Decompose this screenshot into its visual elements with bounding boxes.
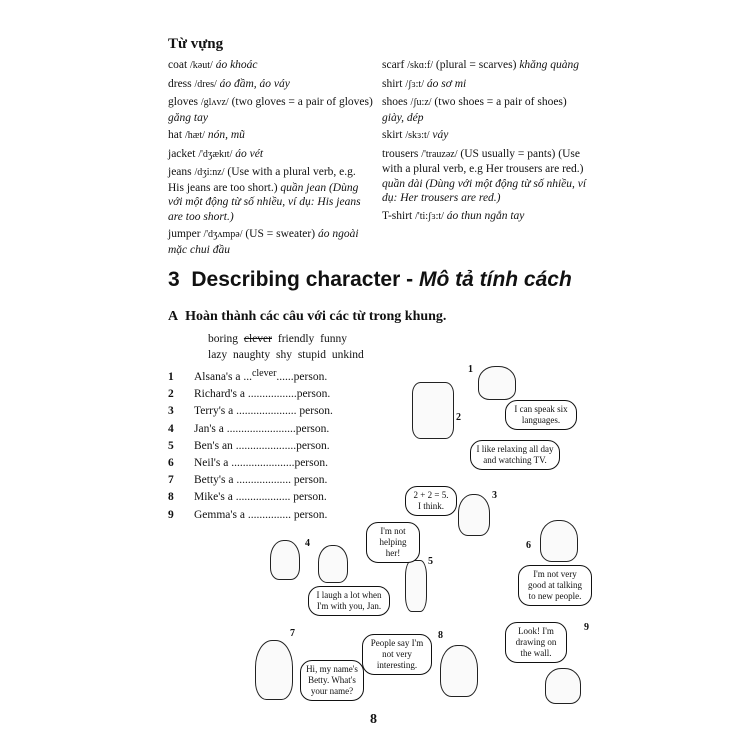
speech-bubble-2: I like relaxing all day and watching TV. [470,440,560,470]
word-box-word: stupid [297,349,326,361]
vocab-note: (two gloves = a pair of gloves) [231,96,373,108]
vocab-ipa: /'ti:ʃɜ:t/ [415,210,444,222]
vocab-entry [382,209,590,225]
section-heading [168,268,572,292]
vocab-right-column [382,58,590,227]
vocab-entry [168,147,373,163]
vocab-note: (US usually = pants) (Use with a plural verb, e.g Her trousers are red.) [382,147,584,175]
vocab-title: Từ vựng [168,36,224,52]
exercise-instruction: Hoàn thành các câu với các từ trong khung. [185,309,447,324]
vocab-entry [382,95,590,125]
vocab-word: gloves [168,96,199,108]
vocab-word: shirt [382,77,403,90]
figure-number: 3 [492,490,497,501]
item-number: 4 [168,422,174,435]
figure-number: 5 [428,556,433,567]
vocab-ipa: /hæt/ [184,130,205,141]
item-number: 9 [168,508,174,521]
item-blank: ................... person. [235,491,327,504]
speech-bubble-6: I'm not very good at talking to new people. [518,565,592,606]
vocab-ipa: /skɑ:f/ [407,60,434,71]
vocab-word: hat [168,129,183,141]
vocab-translation: áo khoác [215,59,258,71]
speech-bubble-1: I can speak six languages. [505,400,577,430]
vocab-word: jeans [168,166,192,178]
figure-betty [255,640,293,700]
vocab-note: (Use with a plural verb, e.g. His jeans are too short.) [168,166,356,194]
exercise-item [168,368,328,383]
item-number: 8 [168,491,174,504]
item-answer: clever [251,368,277,379]
item-text: Gemma's a [194,508,248,521]
vocab-entry [168,58,373,74]
vocab-translation: váy [432,129,449,141]
vocab-word: jumper [168,228,201,240]
item-blank: ..................... person. [236,405,333,418]
exercise-item [168,457,328,469]
vocab-ipa: /ʃu:z/ [410,97,432,108]
figure-neil [540,520,578,562]
exercise-item [168,509,327,521]
vocab-ipa: /kəut/ [190,60,213,71]
figure-terry [458,494,490,536]
figure-number: 8 [438,630,443,641]
item-text: Betty's a [194,474,237,487]
vocab-translation: quần dài (Dùng với một động từ số nhiều, ví dụ: Her trousers are red.) [382,177,587,204]
vocab-entry [382,58,590,74]
section-title: Describing character - [191,268,419,291]
vocab-entry [168,165,373,224]
item-number: 5 [168,439,174,452]
item-text: Mike's a [194,491,236,504]
vocab-translation: áo ngoài mặc chui đầu [168,228,359,256]
vocab-ipa: /'trauzəz/ [421,148,458,160]
figure-richard [412,382,454,439]
item-blank: ............... person. [247,508,328,521]
vocab-note: (two shoes = a pair of shoes) [434,96,567,108]
figure-jan [270,540,300,580]
vocab-ipa: /skɜ:t/ [405,130,430,141]
vocab-entry [382,77,590,93]
page-number: 8 [370,712,377,727]
item-blank: ........................person. [226,422,330,435]
vocab-entry [382,128,590,144]
vocab-word: skirt [382,129,403,141]
figure-ben [405,560,427,612]
vocab-entry [168,128,373,144]
vocab-translation: quần jean (Dùng với một động từ số nhiều, ví dụ: His jeans are too short.) [168,181,361,223]
exercise-item [168,423,329,435]
speech-bubble-4: I laugh a lot when I'm with you, Jan. [308,586,390,616]
vocab-word: trousers [382,147,419,160]
vocab-entry [382,147,590,206]
item-blank: .....................person. [235,439,330,452]
vocab-ipa: /'dʒʌmpə/ [203,229,243,240]
word-box-word: unkind [331,349,364,361]
vocab-ipa: /glʌvz/ [200,97,229,108]
item-text: Alsana's a ... [194,371,252,383]
vocab-translation: áo sơ mi [426,77,467,90]
speech-bubble-8: People say I'm not very interesting. [362,634,432,675]
word-box-row-1 [208,333,347,345]
section-title-vi: Mô tả tính cách [418,268,572,291]
vocab-translation: áo vét [235,147,264,160]
vocab-word: T-shirt [382,209,413,222]
exercise-heading [168,309,446,325]
vocab-ipa: /dʒi:nz/ [194,167,225,178]
vocab-entry [168,95,373,125]
vocab-word: scarf [382,59,405,71]
vocab-translation: giày, dép [382,111,424,124]
exercise-item [168,491,327,503]
speech-bubble-9: Look! I'm drawing on the wall. [505,622,567,663]
item-number: 6 [168,457,174,469]
item-number: 1 [168,371,174,383]
word-box-word: friendly [277,333,315,345]
vocab-word: jacket [168,147,196,160]
item-number: 3 [168,405,174,418]
vocab-ipa: /ʃɜ:t/ [405,78,424,90]
vocab-note: (US = sweater) [245,228,316,240]
figure-number: 4 [305,538,310,549]
figure-gemma-friend [318,545,348,583]
item-blank: ................... person. [236,474,328,487]
vocab-translation: khăng quàng [519,59,580,71]
item-text: Jan's a [194,422,227,435]
vocab-entry [168,77,373,93]
word-box-word: naughty [233,349,271,361]
figure-gemma [545,668,581,704]
item-text: Neil's a [194,457,232,469]
word-box-word: boring [208,333,239,345]
exercise-item [168,388,330,400]
speech-bubble-7: Hi, my name's Betty. What's your name? [300,660,364,701]
figure-number: 2 [456,412,461,423]
vocab-ipa: /'dʒækɪt/ [198,148,233,160]
vocab-word: dress [168,77,192,90]
item-text: Ben's an [194,439,236,452]
word-box-word: shy [275,349,292,361]
vocab-entry [168,227,373,257]
item-text: Richard's a [194,388,248,401]
figure-number: 7 [290,628,295,639]
item-blank: ......................person. [231,457,328,469]
speech-bubble-3: 2 + 2 = 5. I think. [405,486,457,516]
figure-number: 9 [584,622,589,633]
item-blank: ......person. [276,371,328,383]
item-number: 7 [168,474,174,487]
vocab-translation: nón, mũ [207,129,245,141]
word-box-word: clever [243,333,272,345]
vocab-word: shoes [382,96,408,108]
exercise-label: A [168,309,179,324]
section-number: 3 [168,268,180,291]
figure-number: 6 [526,540,531,551]
figure-number: 1 [468,364,473,375]
vocab-left-column [168,58,373,260]
exercise-item [168,440,330,452]
vocab-translation: áo thun ngắn tay [446,209,525,222]
word-box-word: funny [320,333,347,345]
item-number: 2 [168,388,174,401]
vocab-note: (plural = scarves) [435,59,517,71]
word-box-row-2 [208,349,364,361]
exercise-item [168,474,327,486]
figure-alsana [478,366,516,400]
figure-mike [440,645,478,697]
item-text: Terry's a [194,405,237,418]
speech-bubble-5: I'm not helping her! [366,522,420,563]
exercise-item [168,405,333,417]
vocab-word: coat [168,59,188,71]
vocab-translation: áo đầm, áo váy [219,77,290,90]
item-blank: .................person. [247,388,331,401]
word-box-word: lazy [208,349,228,361]
vocab-ipa: /dres/ [194,78,217,90]
vocab-translation: găng tay [168,111,208,124]
